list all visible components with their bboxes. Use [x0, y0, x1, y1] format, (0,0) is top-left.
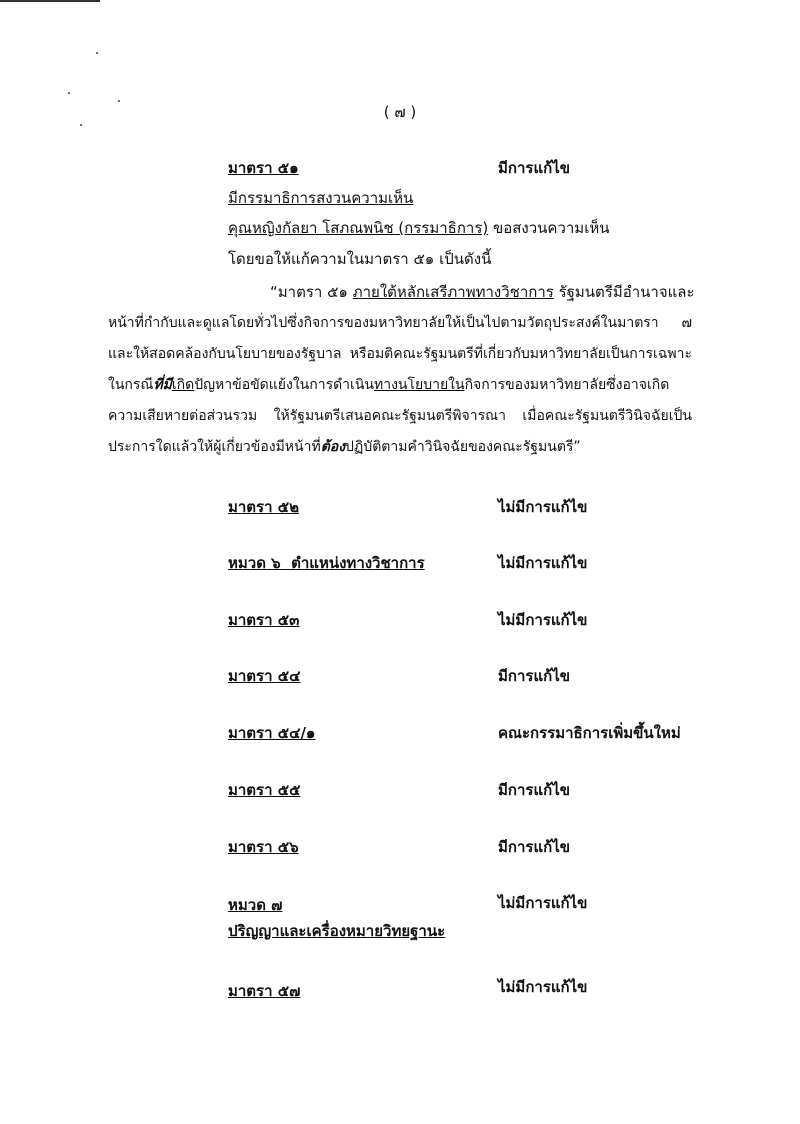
quote-text: ในกรณี [108, 377, 154, 393]
scan-edge-mark [0, 0, 100, 2]
section-row [228, 977, 708, 999]
section-row [228, 837, 708, 859]
section-status: ไม่มีการแก้ไข [498, 978, 588, 996]
main-section-status: มีการแก้ไข [498, 159, 570, 177]
quote-struck-word: เกิด [171, 377, 195, 393]
section-status: มีการแก้ไข [498, 781, 570, 799]
quoted-line-1 [270, 282, 695, 302]
section-label: มาตรา ๕๗ [228, 982, 301, 1000]
quoted-line-2: หน้าที่กำกับและดูแลโดยทั่วไปซึ่งกิจการของมหาวิทยาลัยให้เป็นไปตามวัตถุประสงค์ในมาตรา ๗ [108, 315, 692, 331]
quote-text: ปฏิบัติตามคำวินิจฉัยของคณะรัฐมนตรี” [345, 439, 581, 455]
section-row [228, 666, 708, 688]
section-label: มาตรา ๕๔ [228, 667, 301, 685]
quoted-line-6 [108, 437, 581, 457]
section-status: ไม่มีการแก้ไข [498, 498, 588, 516]
section-status: มีการแก้ไข [498, 667, 570, 685]
page-number: ( ๗ ) [383, 103, 417, 121]
section-row [228, 723, 708, 745]
opinion-heading: มีกรรมาธิการสงวนความเห็น [228, 189, 414, 207]
quote-text: กิจการของมหาวิทยาลัยซึ่งอาจเกิด [464, 377, 670, 393]
quote-inserted-word: ที่มี [153, 377, 172, 393]
section-row [228, 497, 708, 519]
opinion-request: โดยขอให้แก้ความในมาตรา ๕๑ เป็นดังนี้ [228, 250, 492, 268]
scan-speck [96, 52, 98, 54]
quote-text: ประการใดแล้วให้ผู้เกี่ยวข้องมีหน้าที่ [108, 439, 321, 455]
scan-speck [68, 92, 70, 94]
section-label: มาตรา ๕๕ [228, 781, 301, 799]
section-label: มาตรา ๕๖ [228, 838, 299, 856]
quote-lead: “มาตรา ๕๑ [270, 283, 353, 301]
chapter-title: ปริญญาและเครื่องหมายวิทยฐานะ [228, 922, 446, 940]
section-row [228, 893, 708, 943]
section-status: คณะกรรมาธิการเพิ่มขึ้นใหม่ [498, 724, 681, 742]
section-label: มาตรา ๕๓ [228, 611, 300, 629]
section-label: มาตรา ๕๒ [228, 498, 299, 516]
quote-underlined-phrase: ทางนโยบายใน [373, 377, 465, 393]
section-row [228, 780, 708, 802]
quote-underlined-phrase: ภายใต้หลักเสรีภาพทางวิชาการ [352, 283, 554, 301]
quoted-line-4 [108, 375, 692, 395]
section-status: ไม่มีการแก้ไข [498, 611, 588, 629]
section-label: มาตรา ๕๔/๑ [228, 724, 316, 742]
quote-inserted-word: ต้อง [320, 439, 346, 455]
member-name: คุณหญิงกัลยา โสภณพนิช (กรรมาธิการ) [228, 219, 489, 237]
quote-rest: รัฐมนตรีมีอำนาจและ [553, 283, 695, 301]
scan-speck [80, 124, 82, 126]
quote-text: ปัญหาข้อขัดแย้งในการดำเนิน [194, 377, 374, 393]
section-status: ไม่มีการแก้ไข [498, 554, 588, 572]
quoted-line-5: ความเสียหายต่อส่วนรวม ให้รัฐมนตรีเสนอคณะรัฐมนตรีพิจารณา เมื่อคณะรัฐมนตรีวินิจฉัยเป็น [108, 408, 692, 424]
section-status: ไม่มีการแก้ไข [498, 894, 588, 912]
member-suffix: ขอสงวนความเห็น [488, 219, 610, 237]
section-row [228, 553, 708, 575]
opinion-member-line [228, 218, 609, 238]
section-row [228, 610, 708, 632]
chapter-label: หมวด ๖ ตำแหน่งทางวิชาการ [228, 554, 425, 572]
section-status: มีการแก้ไข [498, 838, 570, 856]
quoted-line-3: และให้สอดคล้องกับนโยบายของรัฐบาล หรือมติคณะรัฐมนตรีที่เกี่ยวกับมหาวิทยาลัยเป็นการเฉพาะ [108, 346, 692, 362]
chapter-label: หมวด ๗ [228, 896, 283, 914]
main-section-label: มาตรา ๕๑ [228, 159, 299, 177]
